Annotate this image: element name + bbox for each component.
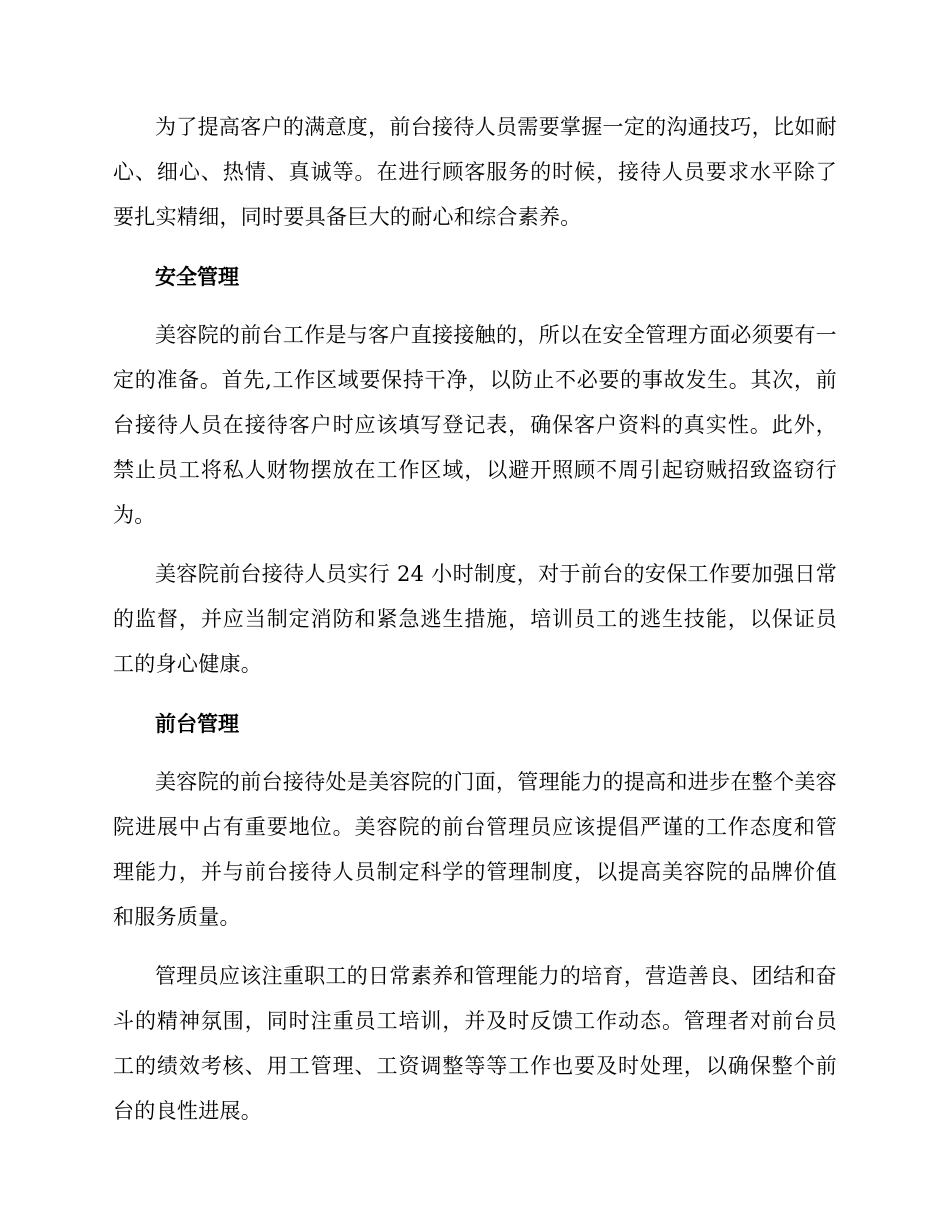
paragraph-24-hour-system: 美容院前台接待人员实行 24 小时制度，对于前台的安保工作要加强日常的监督，并应当制定消防和紧急逃生措施，培训员工的逃生技能，以保证员工的身心健康。	[113, 562, 837, 676]
paragraph-customer-satisfaction: 为了提高客户的满意度，前台接待人员需要掌握一定的沟通技巧，比如耐心、细心、热情、真诚等。在进行顾客服务的时候，接待人员要求水平除了要扎实精细，同时要具备巨大的耐心和综合素养。	[113, 115, 837, 229]
heading-front-desk-management: 前台管理	[155, 711, 239, 736]
paragraph-security-preparation: 美容院的前台工作是与客户直接接触的，所以在安全管理方面必须要有一定的准备。首先,工作区域要保持干净，以防止不必要的事故发生。其次，前台接待人员在接待客户时应该填写登记表，确保客户资料的真实性。此外，禁止员工将私人财物摆放在工作区域，以避开照顾不周引起窃贼招致盗窃行为。	[113, 323, 837, 527]
paragraph-manager-duties: 管理员应该注重职工的日常素养和管理能力的培育，营造善良、团结和奋斗的精神氛围，同时注重员工培训，并及时反馈工作动态。管理者对前台员工的绩效考核、用工管理、工资调整等等工作也要及时处理，以确保整个前台的良性进展。	[113, 964, 837, 1123]
document-body	[113, 105, 837, 1148]
paragraph-front-desk-image: 美容院的前台接待处是美容院的门面，管理能力的提高和进步在整个美容院进展中占有重要地位。美容院的前台管理员应该提倡严谨的工作态度和管理能力，并与前台接待人员制定科学的管理制度，以提高美容院的品牌价值和服务质量。	[113, 770, 837, 929]
heading-security-management: 安全管理	[155, 264, 239, 289]
